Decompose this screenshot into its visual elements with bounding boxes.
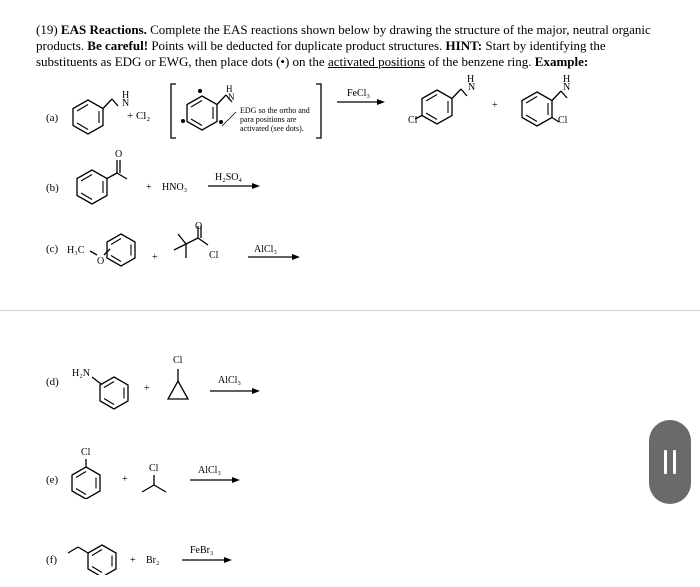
problem-title: EAS Reactions. xyxy=(60,22,147,37)
bar-right xyxy=(673,450,676,474)
catalyst-alcl3-d: AlCl₃ xyxy=(218,375,241,386)
reagent-cl2: + Cl₂ xyxy=(127,110,151,122)
reaction-label-e: (e) xyxy=(46,474,59,486)
dot-para xyxy=(181,119,185,123)
aniline-reactant xyxy=(60,78,170,148)
catalyst-fecl3: FeCl₃ xyxy=(347,88,370,99)
svg-text:N: N xyxy=(563,82,571,93)
svg-text:H: H xyxy=(563,74,571,85)
svg-text:N: N xyxy=(228,92,235,102)
atom-h: H xyxy=(122,90,130,101)
reaction-label-b: (b) xyxy=(46,182,59,194)
bar-left xyxy=(664,450,667,474)
catalyst-febr3: FeBr₃ xyxy=(190,545,214,556)
reaction-arrow-c xyxy=(248,253,300,261)
reaction-arrow-e xyxy=(190,476,240,484)
aniline-d xyxy=(88,371,138,411)
reagent-br2: Br₂ xyxy=(146,555,160,566)
svg-text:H: H xyxy=(467,74,475,85)
anisole xyxy=(88,222,148,272)
reagent-hno3: HNO₃ xyxy=(162,182,188,193)
instruction-line-3: substituents as EDG or EWG, then place dots (•) on the activated positions of the benzene ring. Example: xyxy=(36,54,589,69)
catalyst-h2so4: H₂SO₄ xyxy=(215,172,242,183)
acetophenone xyxy=(70,146,140,206)
reaction-label-c: (c) xyxy=(46,243,59,255)
reaction-arrow-d xyxy=(210,387,260,395)
dot-ortho-1 xyxy=(198,89,202,93)
reaction-arrow-b xyxy=(208,182,260,190)
reaction-label-f: (f) xyxy=(46,554,57,566)
chlorobenzene xyxy=(68,457,108,499)
reaction-label-a: (a) xyxy=(46,112,59,124)
product-ortho-chloroaniline xyxy=(507,72,597,132)
question-panel: (19) EAS Reactions. Complete the EAS reactions shown below by drawing the structure of the major, neutral organic products. Be careful! Points will be deducted for duplicate product structures. HINT: Start by identifying the substituents as EDG or EWG, then place dots (•) on the activated positions of the benzene ring. Example: (a) H N + Cl₂ H N EDG so the ortho and para positions are activated (see dots). FeCl₃ H N Cl + H N Cl (b) O + HNO₃ H₂SO₄ (c) H₃C O + O Cl AlCl₃ xyxy=(0,0,700,310)
catalyst-alcl3-c: AlCl₃ xyxy=(254,244,277,255)
plus-sign: + xyxy=(492,100,498,111)
edg-note: EDG so the ortho and para positions are activated (see dots). xyxy=(240,106,310,133)
amino-group: H₂N xyxy=(72,368,90,379)
svg-text:N: N xyxy=(468,82,476,93)
product-para-chloroaniline xyxy=(405,72,495,132)
instruction-line-1: (19) EAS Reactions. Complete the EAS reactions shown below by drawing the structure of the major, neutral organic xyxy=(36,22,651,37)
svg-text:H: H xyxy=(226,84,233,94)
pause-bars-icon[interactable] xyxy=(649,420,691,504)
reaction-arrow-a xyxy=(337,98,385,106)
catalyst-alcl3-e: AlCl₃ xyxy=(198,465,221,476)
methoxy-group: H₃C xyxy=(67,245,85,256)
reaction-arrow-f xyxy=(182,556,232,564)
svg-text:O: O xyxy=(115,149,123,160)
chlorocyclopropane xyxy=(160,367,200,407)
question-panel-continued: (d) H₂N + Cl AlCl₃ (e) Cl + Cl AlCl₃ (f) + Br₂ FeBr₃ xyxy=(0,311,700,587)
instruction-line-2: products. Be careful! Points will be deducted for duplicate product structures. HINT: Start by identifying the xyxy=(36,38,606,53)
isopropyl-chloride xyxy=(138,473,178,497)
dot-ortho-2 xyxy=(219,120,223,124)
atom-n: N xyxy=(122,98,130,109)
ethylbenzene xyxy=(66,535,126,575)
svg-text:O: O xyxy=(97,256,105,267)
reaction-label-d: (d) xyxy=(46,376,59,388)
